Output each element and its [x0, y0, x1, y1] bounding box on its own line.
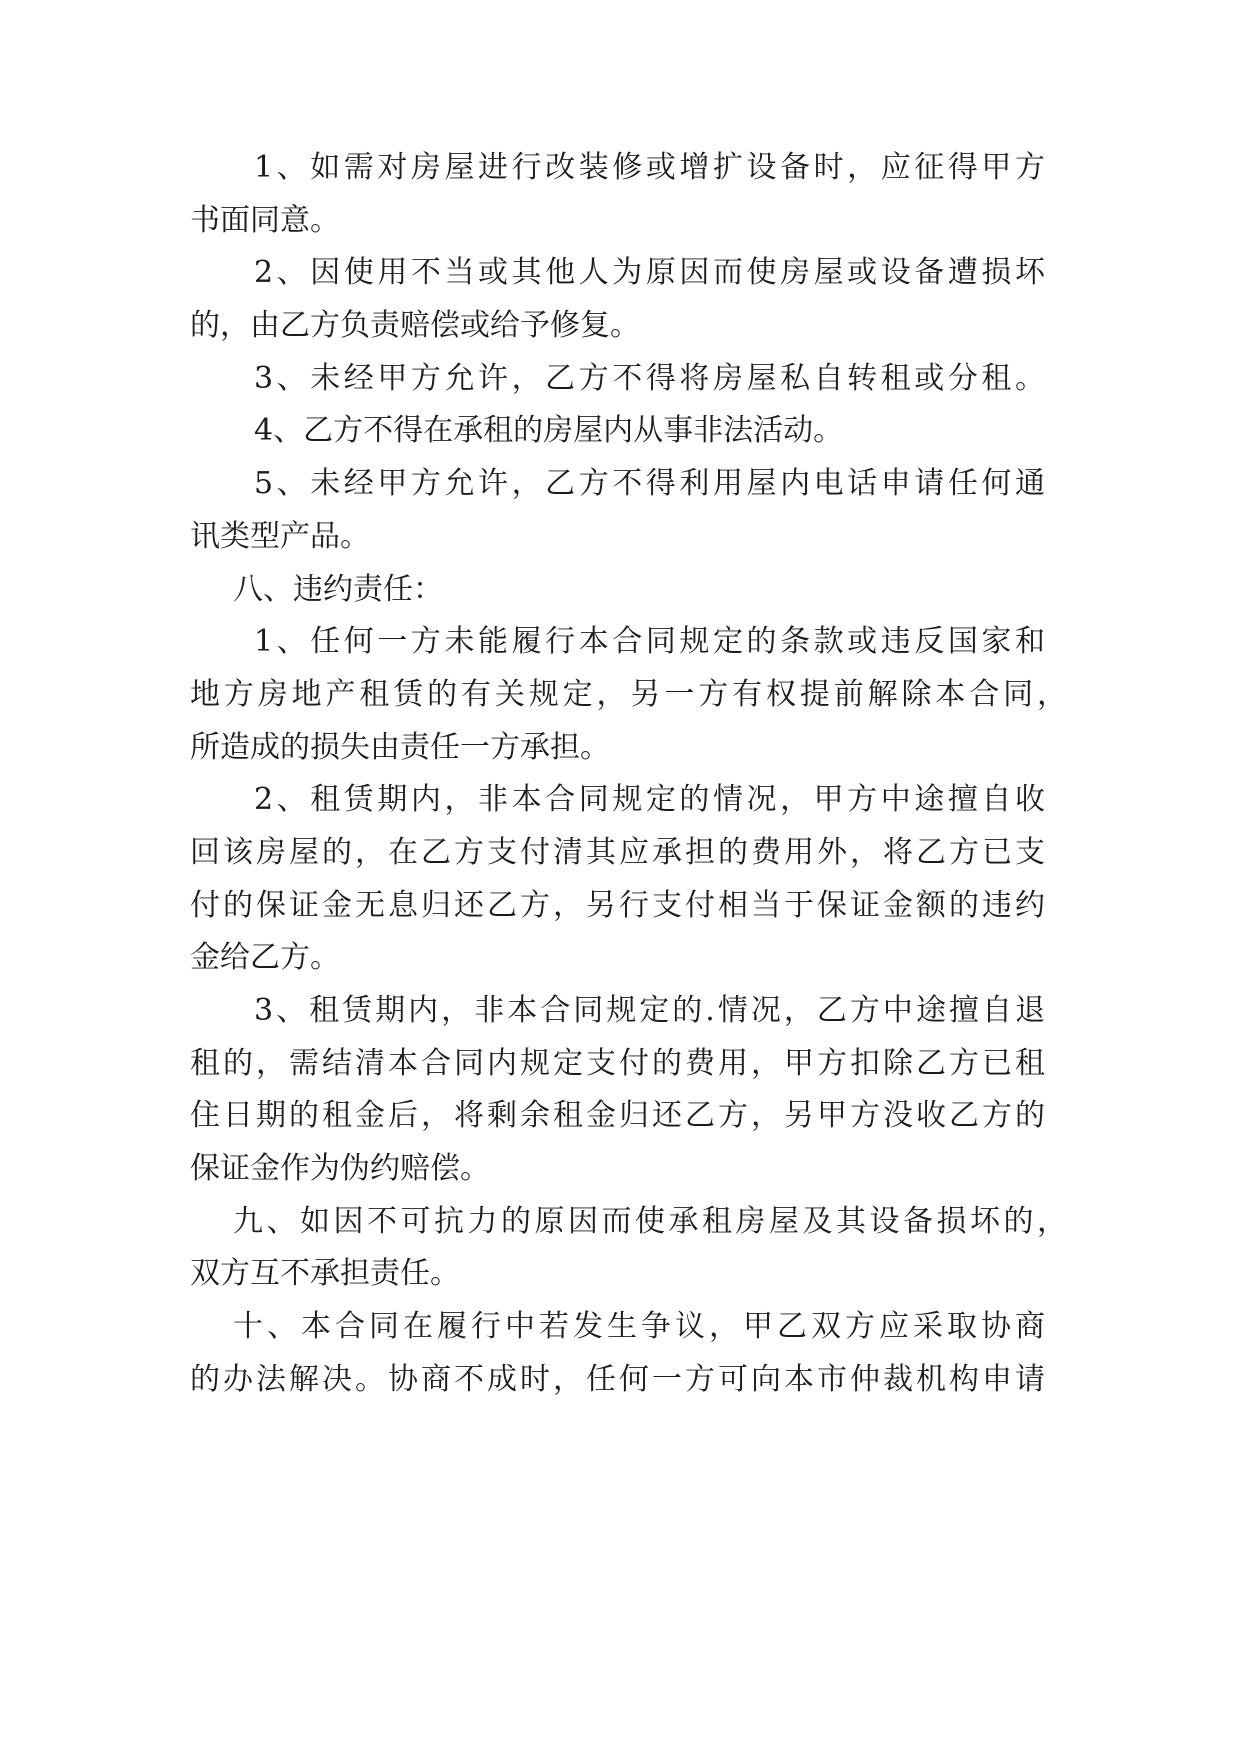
text-line: 4、乙方不得在承租的房屋内从事非法活动。 — [254, 413, 844, 449]
document-body — [190, 142, 1067, 1407]
text-line: 2、租赁期内，非本合同规定的情况，甲方中途擅自收 — [254, 782, 1045, 818]
text-line: 1、如需对房屋进行改装修或增扩设备时，应征得甲方 — [254, 150, 1045, 185]
text-line: 所造成的损失由责任一方承担。 — [190, 729, 610, 765]
text-line: 3、未经甲方允许，乙方不得将房屋私自转租或分租。 — [254, 360, 1045, 396]
text-line: 八、违约责任： — [233, 571, 443, 607]
text-line: 金给乙方。 — [190, 940, 340, 976]
clause-item-1 — [190, 142, 1045, 247]
text-line: 书面同意。 — [190, 202, 340, 238]
clause-item-2 — [190, 247, 1045, 352]
breach-item-2 — [190, 774, 1045, 985]
breach-item-1 — [190, 616, 1067, 774]
text-line: 2、因使用不当或其他人为原因而使房屋或设备遭损坏 — [254, 255, 1045, 291]
breach-item-3 — [190, 985, 1045, 1196]
text-line: 地方房地产租赁的有关规定，另一方有权提前解除本合同， — [190, 676, 1067, 712]
text-line: 住日期的租金后，将剩余租金归还乙方，另甲方没收乙方的 — [190, 1098, 1045, 1134]
text-line: 付的保证金无息归还乙方，另行支付相当于保证金额的违约 — [190, 887, 1045, 923]
clause-item-5 — [190, 458, 1045, 563]
text-line: 5、未经甲方允许，乙方不得利用屋内电话申请任何通 — [254, 466, 1045, 502]
text-line: 九、如因不可抗力的原因而使承租房屋及其设备损坏的， — [233, 1203, 1067, 1239]
text-line: 讯类型产品。 — [190, 518, 370, 554]
text-line: 双方互不承担责任。 — [190, 1256, 460, 1292]
clause-dispute — [190, 1301, 1045, 1406]
clause-force-majeure — [190, 1196, 1067, 1301]
text-line: 1、任何一方未能履行本合同规定的条款或违反国家和 — [254, 624, 1045, 660]
text-line: 的，由乙方负责赔偿或给予修复。 — [190, 308, 640, 344]
clause-item-4 — [190, 405, 1045, 458]
section-heading-breach — [190, 564, 1045, 617]
text-line: 保证金作为伪约赔偿。 — [190, 1151, 490, 1187]
text-line: 租的，需结清本合同内规定支付的费用，甲方扣除乙方已租 — [190, 1045, 1045, 1081]
text-line: 的办法解决。协商不成时，任何一方可向本市仲裁机构申请 — [190, 1361, 1045, 1397]
text-line: 3、租赁期内，非本合同规定的.情况，乙方中途擅自退 — [254, 993, 1045, 1028]
clause-item-3 — [190, 353, 1045, 406]
text-line: 回该房屋的，在乙方支付清其应承担的费用外，将乙方已支 — [190, 834, 1045, 870]
text-line: 十、本合同在履行中若发生争议，甲乙双方应采取协商 — [233, 1309, 1045, 1345]
